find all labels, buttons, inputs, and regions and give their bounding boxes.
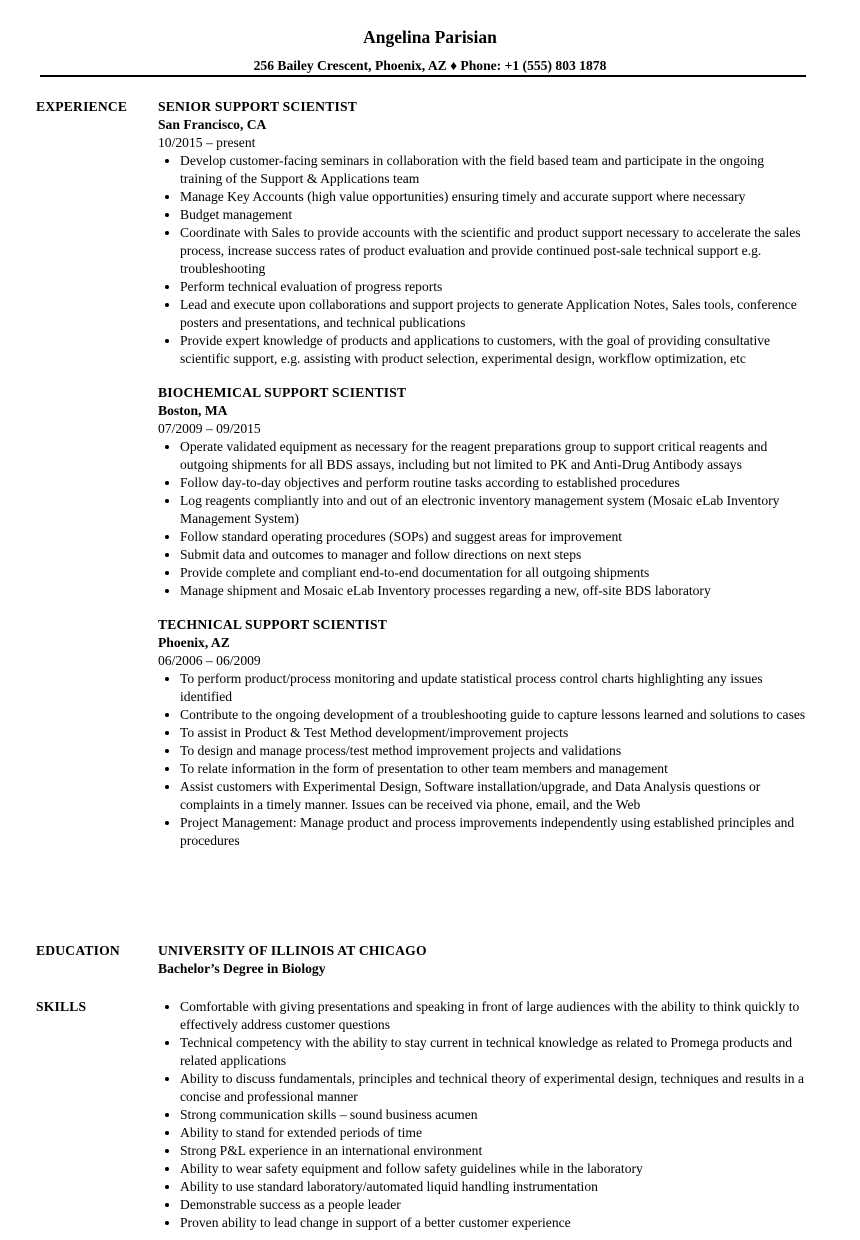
school-name: UNIVERSITY OF ILLINOIS AT CHICAGO	[158, 943, 427, 958]
resume-header	[0, 0, 860, 75]
bullet-item: Provide complete and compliant end-to-end documentation for all outgoing shipments	[158, 564, 808, 582]
bullet-item: Manage shipment and Mosaic eLab Inventory processes regarding a new, off-site BDS laboratory	[158, 582, 808, 600]
degree: Bachelor’s Degree in Biology	[158, 961, 326, 976]
header-divider	[40, 75, 806, 77]
bullet-item: Provide expert knowledge of products and applications to customers, with the goal of providing consultative scientific support, e.g. assisting with product selection, experimental design, workflow optimization, etc	[158, 332, 808, 368]
bullet-item: Assist customers with Experimental Design, Software installation/upgrade, and Data Analysis questions or complaints in a timely manner. Issues can be received via phone, email, and the Web	[158, 778, 808, 814]
skills-list	[158, 998, 808, 1232]
job-dates: 10/2015 – present	[158, 135, 256, 150]
candidate-name: Angelina Parisian	[363, 27, 497, 47]
bullet-item: Contribute to the ongoing development of a troubleshooting guide to capture lessons learned and solutions to cases	[158, 706, 808, 724]
experience-body	[158, 98, 808, 866]
skill-item: Comfortable with giving presentations and speaking in front of large audiences with the ability to think quickly to effectively address customer questions	[158, 998, 808, 1034]
skill-item: Strong P&L experience in an international environment	[158, 1142, 808, 1160]
bullet-item: Lead and execute upon collaborations and support projects to generate Application Notes, Sales tools, conference posters and presentations, and technical publications	[158, 296, 808, 332]
job-title: SENIOR SUPPORT SCIENTIST	[158, 99, 357, 114]
bullet-item: Develop customer-facing seminars in collaboration with the field based team and participate in the ongoing training of the Support & Applications team	[158, 152, 808, 188]
job-entry	[158, 98, 808, 368]
skill-item: Proven ability to lead change in support of a better customer experience	[158, 1214, 808, 1232]
bullet-item: To perform product/process monitoring and update statistical process control charts highlighting any issues identified	[158, 670, 808, 706]
job-bullets	[158, 438, 808, 600]
bullet-item: To assist in Product & Test Method development/improvement projects	[158, 724, 808, 742]
job-title: TECHNICAL SUPPORT SCIENTIST	[158, 617, 388, 632]
skill-item: Ability to discuss fundamentals, principles and technical theory of experimental design, techniques and results in a concise and professional manner	[158, 1070, 808, 1106]
job-entry	[158, 384, 808, 600]
contact-line: 256 Bailey Crescent, Phoenix, AZ ♦ Phone: +1 (555) 803 1878	[253, 58, 607, 73]
bullet-item: Follow day-to-day objectives and perform routine tasks according to established procedures	[158, 474, 808, 492]
job-location: Phoenix, AZ	[158, 635, 230, 650]
bullet-item: Budget management	[158, 206, 808, 224]
job-title: BIOCHEMICAL SUPPORT SCIENTIST	[158, 385, 407, 400]
skill-item: Technical competency with the ability to stay current in technical knowledge as related to Promega products and related applications	[158, 1034, 808, 1070]
job-entry	[158, 616, 808, 850]
job-dates: 06/2006 – 06/2009	[158, 653, 261, 668]
skill-item: Ability to stand for extended periods of time	[158, 1124, 808, 1142]
skill-item: Ability to wear safety equipment and follow safety guidelines while in the laboratory	[158, 1160, 808, 1178]
education-body	[158, 942, 808, 978]
bullet-item: Manage Key Accounts (high value opportunities) ensuring timely and accurate support where necessary	[158, 188, 808, 206]
job-location: San Francisco, CA	[158, 117, 267, 132]
job-bullets	[158, 152, 808, 368]
section-label-education: EDUCATION	[36, 943, 120, 958]
bullet-item: To relate information in the form of presentation to other team members and management	[158, 760, 808, 778]
bullet-item: Follow standard operating procedures (SOPs) and suggest areas for improvement	[158, 528, 808, 546]
bullet-item: Coordinate with Sales to provide accounts with the scientific and product support necessary to accelerate the sales process, increase success rates of product evaluation and provide continued post-sale technical support e.g. troubleshooting	[158, 224, 808, 278]
skill-item: Demonstrable success as a people leader	[158, 1196, 808, 1214]
section-label-experience: EXPERIENCE	[36, 99, 128, 114]
skills-body	[158, 998, 808, 1232]
job-bullets	[158, 670, 808, 850]
bullet-item: Log reagents compliantly into and out of an electronic inventory management system (Mosaic eLab Inventory Management System)	[158, 492, 808, 528]
job-location: Boston, MA	[158, 403, 228, 418]
skill-item: Ability to use standard laboratory/automated liquid handling instrumentation	[158, 1178, 808, 1196]
bullet-item: Perform technical evaluation of progress reports	[158, 278, 808, 296]
job-dates: 07/2009 – 09/2015	[158, 421, 261, 436]
skill-item: Strong communication skills – sound business acumen	[158, 1106, 808, 1124]
bullet-item: Submit data and outcomes to manager and follow directions on next steps	[158, 546, 808, 564]
bullet-item: Project Management: Manage product and process improvements independently using established principles and procedures	[158, 814, 808, 850]
section-label-skills: SKILLS	[36, 999, 87, 1014]
bullet-item: To design and manage process/test method improvement projects and validations	[158, 742, 808, 760]
bullet-item: Operate validated equipment as necessary for the reagent preparations group to support critical reagents and outgoing shipments for all BDS assays, including but not limited to PK and Anti-Drug Antibody assays	[158, 438, 808, 474]
